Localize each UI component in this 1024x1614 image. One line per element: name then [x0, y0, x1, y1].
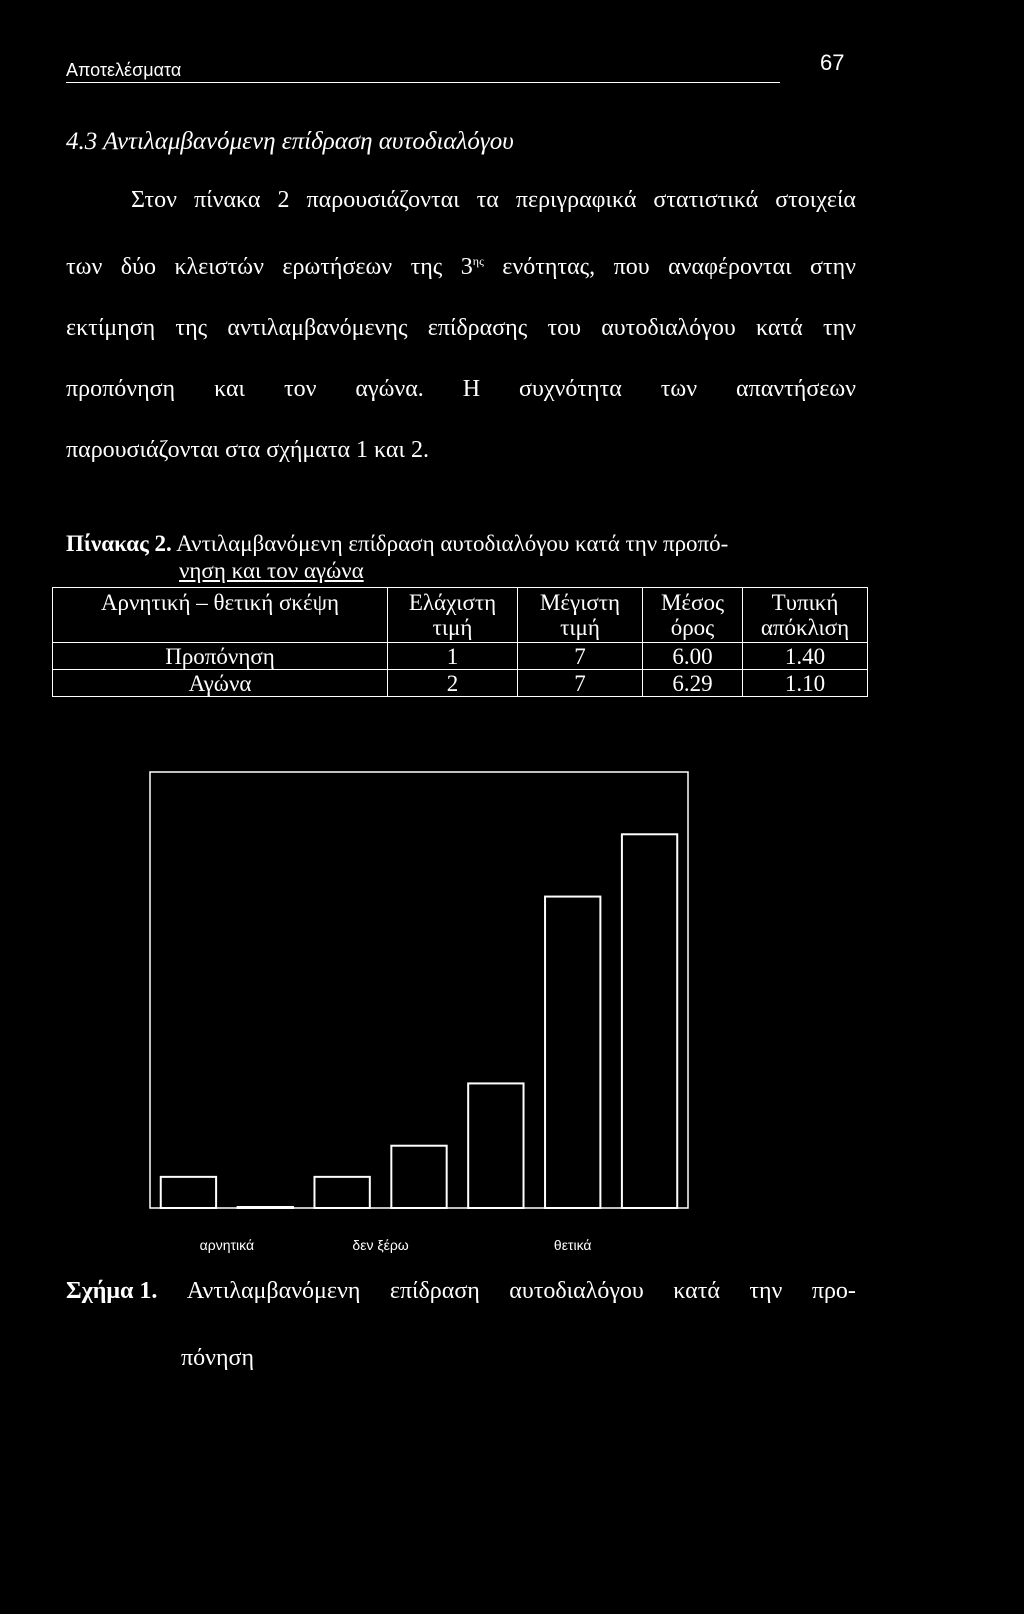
page-number: 67 — [820, 50, 845, 75]
tick-label: αρνητικά — [199, 1237, 255, 1253]
table-cell: 6.00 — [643, 643, 743, 670]
table-cell: 7 — [518, 643, 643, 670]
bar-1 — [161, 1177, 216, 1208]
header-cell: Μέγιστη τιμή — [518, 588, 643, 643]
caption-word: κατά — [673, 1278, 720, 1304]
table-cell: Αγώνα — [53, 670, 388, 697]
header-cell: Τυπική απόκλιση — [743, 588, 868, 643]
paragraph-line: παρουσιάζονται στα σχήματα 1 και 2. — [66, 437, 429, 463]
table-cell: 1.40 — [743, 643, 868, 670]
bar-2 — [238, 1207, 293, 1208]
table-caption-continuation: νηση και τον αγώνα — [179, 558, 364, 583]
paragraph-line: των δύο κλειστών ερωτήσεων της $3^{\eta\varsigma}$ ενότητας, που αναφέρονται στην — [66, 254, 857, 280]
tick-labels-group — [200, 1237, 592, 1253]
paragraph-line: εκτίμηση της αντιλαμβανόμενης επίδρασης του αυτοδιαλόγου κατά την — [66, 315, 856, 341]
header-rule — [66, 82, 780, 83]
table-header-row — [53, 588, 868, 643]
table-caption: Πίνακας 2. Αντιλαμβανόμενη επίδραση αυτοδιαλόγου κατά την προπό- νηση και τον αγώνα — [66, 530, 856, 584]
section-title: 4.3 Αντιλαμβανόμενη επίδραση αυτοδιαλόγου — [66, 128, 514, 155]
bar-7 — [622, 834, 677, 1208]
caption-word: Αντιλαμβανόμενη — [186, 1278, 361, 1304]
bar-6 — [545, 897, 600, 1208]
figure-label: Σχήμα 1. — [66, 1278, 158, 1304]
tick-label: δεν ξέρω — [352, 1237, 409, 1253]
bar-chart-svg — [0, 760, 1024, 1260]
bar-3 — [314, 1177, 369, 1208]
running-header-section: Αποτελέσματα — [66, 60, 182, 80]
table-label: Πίνακας 2. — [66, 531, 172, 556]
statistics-table — [52, 587, 868, 697]
body-paragraph — [66, 170, 856, 481]
bar-chart — [0, 760, 1024, 1260]
tick-label: θετικά — [553, 1237, 592, 1253]
caption-word: αυτοδιαλόγου — [509, 1278, 644, 1304]
table-row — [53, 670, 868, 697]
caption-word: προ- — [811, 1278, 856, 1304]
bar-5 — [468, 1083, 523, 1208]
figure-caption — [66, 1278, 856, 1372]
table-cell: 2 — [388, 670, 518, 697]
paragraph-line: προπόνηση και τον αγώνα. Η συχνότητα των απαντήσεων — [66, 376, 856, 402]
table-cell: 7 — [518, 670, 643, 697]
paragraph-line: Στον πίνακα 2 παρουσιάζονται τα περιγραφικά στατιστικά στοιχεία — [131, 187, 856, 213]
caption-word: επίδραση — [389, 1278, 480, 1304]
bar-4 — [391, 1146, 446, 1208]
bars-group — [161, 834, 677, 1208]
table-cell: 1.10 — [743, 670, 868, 697]
plot-frame — [150, 772, 688, 1208]
header-cell: Μέσος όρος — [643, 588, 743, 643]
table-row — [53, 643, 868, 670]
table-cell: 1 — [388, 643, 518, 670]
figure-caption-continuation: πόνηση — [181, 1345, 255, 1371]
table-cell: Προπόνηση — [53, 643, 388, 670]
caption-word: την — [749, 1278, 783, 1304]
header-cell: Αρνητική – θετική σκέψη — [53, 588, 388, 643]
table-cell: 6.29 — [643, 670, 743, 697]
header-cell: Ελάχιστη τιμή — [388, 588, 518, 643]
